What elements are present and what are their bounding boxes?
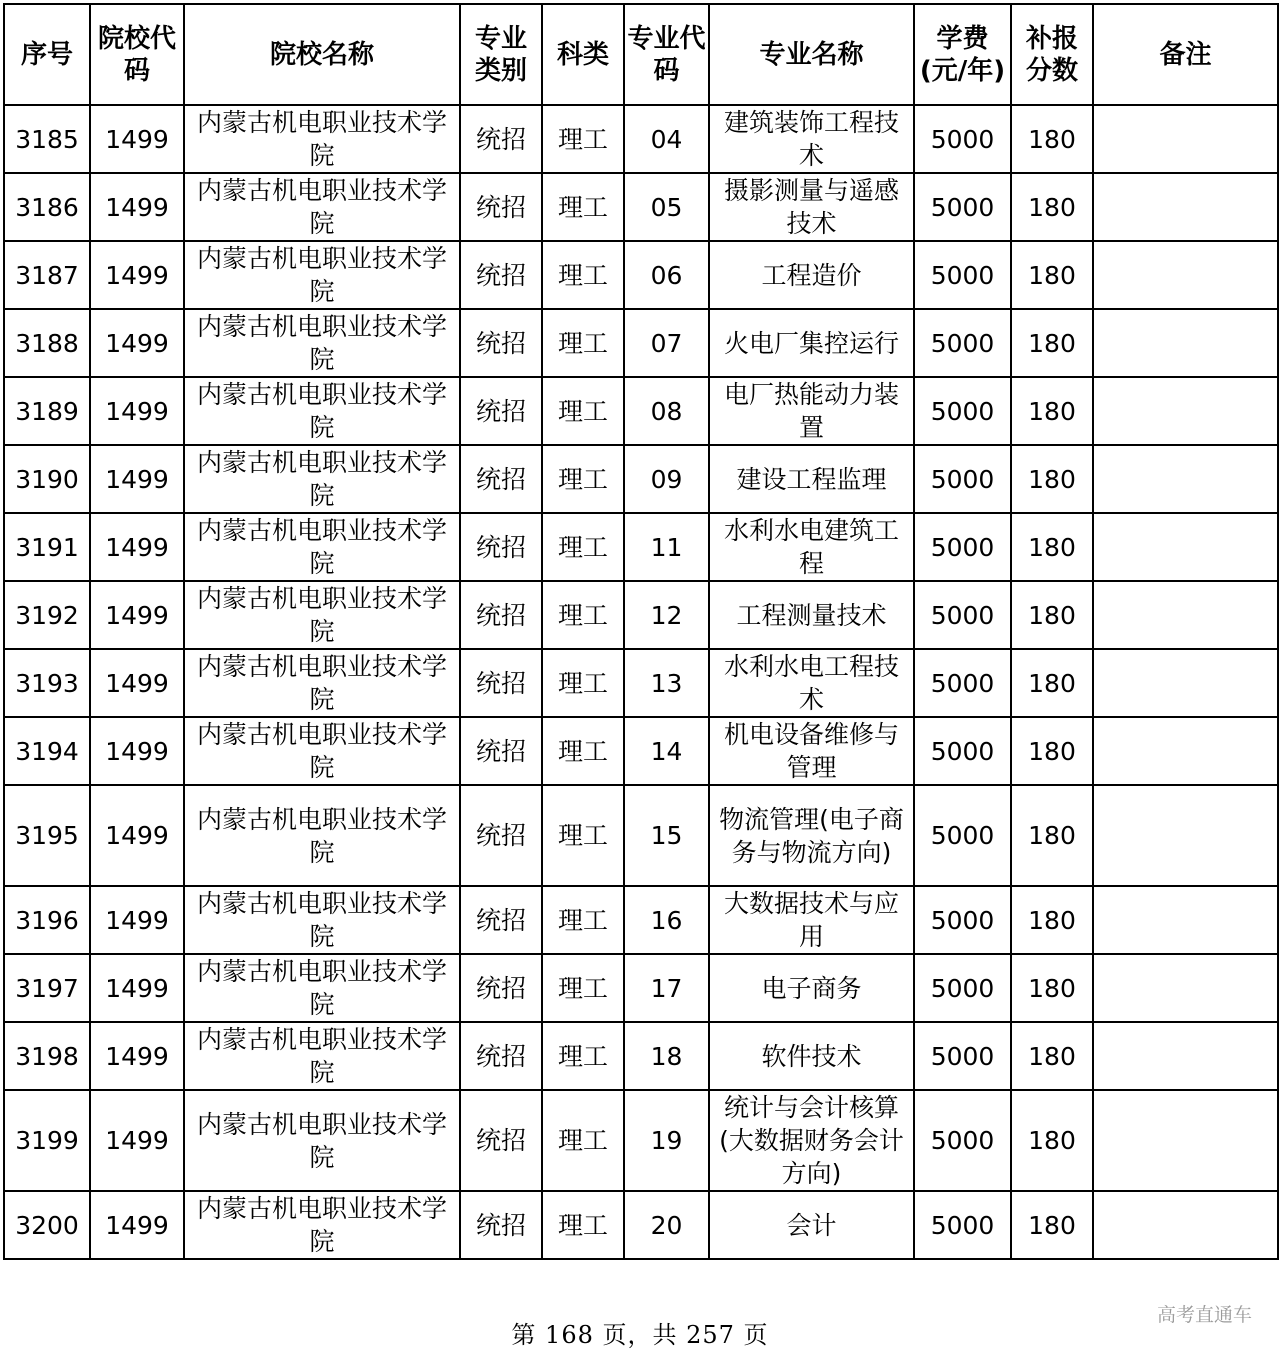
tuition-cell: 5000 <box>914 445 1011 513</box>
table-row <box>4 513 1278 581</box>
seq-cell: 3185 <box>4 105 90 173</box>
table-row <box>4 445 1278 513</box>
admission-table <box>3 3 1279 1260</box>
table-row <box>4 1022 1278 1090</box>
table-row <box>4 309 1278 377</box>
major-name-cell: 摄影测量与遥感技术 <box>709 173 914 241</box>
tuition-cell: 5000 <box>914 105 1011 173</box>
note-cell <box>1093 445 1278 513</box>
subject-cell: 理工 <box>542 377 624 445</box>
school-code-cell: 1499 <box>90 954 184 1022</box>
tuition-cell: 5000 <box>914 785 1011 886</box>
score-cell: 180 <box>1011 649 1093 717</box>
tuition-cell: 5000 <box>914 1090 1011 1191</box>
school-code-cell: 1499 <box>90 105 184 173</box>
category-cell: 统招 <box>460 173 542 241</box>
major-name-cell: 水利水电工程技术 <box>709 649 914 717</box>
score-cell: 180 <box>1011 1022 1093 1090</box>
category-cell: 统招 <box>460 1191 542 1259</box>
tuition-cell: 5000 <box>914 309 1011 377</box>
category-cell: 统招 <box>460 513 542 581</box>
subject-cell: 理工 <box>542 886 624 954</box>
table-row <box>4 581 1278 649</box>
seq-cell: 3186 <box>4 173 90 241</box>
score-cell: 180 <box>1011 309 1093 377</box>
major-code-cell: 09 <box>624 445 709 513</box>
school-name-cell: 内蒙古机电职业技术学院 <box>184 649 460 717</box>
school-name-cell: 内蒙古机电职业技术学院 <box>184 513 460 581</box>
school-code-cell: 1499 <box>90 649 184 717</box>
school-code-cell: 1499 <box>90 1090 184 1191</box>
table-row <box>4 1191 1278 1259</box>
major-code-cell: 04 <box>624 105 709 173</box>
seq-cell: 3194 <box>4 717 90 785</box>
major-code-cell: 14 <box>624 717 709 785</box>
score-cell: 180 <box>1011 785 1093 886</box>
table-body <box>4 105 1278 1259</box>
header-col-tuition: 学费(元/年) <box>914 4 1011 105</box>
subject-cell: 理工 <box>542 309 624 377</box>
school-code-cell: 1499 <box>90 717 184 785</box>
score-cell: 180 <box>1011 954 1093 1022</box>
note-cell <box>1093 1191 1278 1259</box>
table-row <box>4 1090 1278 1191</box>
school-code-cell: 1499 <box>90 377 184 445</box>
major-code-cell: 12 <box>624 581 709 649</box>
school-code-cell: 1499 <box>90 1191 184 1259</box>
category-cell: 统招 <box>460 1022 542 1090</box>
subject-cell: 理工 <box>542 649 624 717</box>
subject-cell: 理工 <box>542 173 624 241</box>
major-code-cell: 16 <box>624 886 709 954</box>
school-name-cell: 内蒙古机电职业技术学院 <box>184 785 460 886</box>
category-cell: 统招 <box>460 377 542 445</box>
category-cell: 统招 <box>460 649 542 717</box>
major-name-cell: 软件技术 <box>709 1022 914 1090</box>
major-code-cell: 17 <box>624 954 709 1022</box>
school-name-cell: 内蒙古机电职业技术学院 <box>184 309 460 377</box>
note-cell <box>1093 717 1278 785</box>
header-col-score: 补报分数 <box>1011 4 1093 105</box>
subject-cell: 理工 <box>542 1090 624 1191</box>
subject-cell: 理工 <box>542 445 624 513</box>
note-cell <box>1093 309 1278 377</box>
major-code-cell: 06 <box>624 241 709 309</box>
tuition-cell: 5000 <box>914 954 1011 1022</box>
subject-cell: 理工 <box>542 785 624 886</box>
school-name-cell: 内蒙古机电职业技术学院 <box>184 1090 460 1191</box>
major-name-cell: 工程造价 <box>709 241 914 309</box>
subject-cell: 理工 <box>542 513 624 581</box>
tuition-cell: 5000 <box>914 377 1011 445</box>
major-code-cell: 05 <box>624 173 709 241</box>
note-cell <box>1093 886 1278 954</box>
school-name-cell: 内蒙古机电职业技术学院 <box>184 954 460 1022</box>
score-cell: 180 <box>1011 241 1093 309</box>
school-name-cell: 内蒙古机电职业技术学院 <box>184 1022 460 1090</box>
score-cell: 180 <box>1011 377 1093 445</box>
category-cell: 统招 <box>460 954 542 1022</box>
header-col-school-name: 院校名称 <box>184 4 460 105</box>
major-code-cell: 13 <box>624 649 709 717</box>
header-col-subject: 科类 <box>542 4 624 105</box>
seq-cell: 3192 <box>4 581 90 649</box>
table-row <box>4 105 1278 173</box>
school-name-cell: 内蒙古机电职业技术学院 <box>184 445 460 513</box>
major-code-cell: 07 <box>624 309 709 377</box>
note-cell <box>1093 173 1278 241</box>
note-cell <box>1093 377 1278 445</box>
seq-cell: 3193 <box>4 649 90 717</box>
major-name-cell: 火电厂集控运行 <box>709 309 914 377</box>
school-name-cell: 内蒙古机电职业技术学院 <box>184 241 460 309</box>
note-cell <box>1093 581 1278 649</box>
note-cell <box>1093 785 1278 886</box>
score-cell: 180 <box>1011 445 1093 513</box>
major-code-cell: 20 <box>624 1191 709 1259</box>
note-cell <box>1093 1022 1278 1090</box>
header-col-major-code: 专业代码 <box>624 4 709 105</box>
school-name-cell: 内蒙古机电职业技术学院 <box>184 717 460 785</box>
seq-cell: 3199 <box>4 1090 90 1191</box>
seq-cell: 3187 <box>4 241 90 309</box>
major-code-cell: 11 <box>624 513 709 581</box>
school-code-cell: 1499 <box>90 445 184 513</box>
subject-cell: 理工 <box>542 954 624 1022</box>
tuition-cell: 5000 <box>914 1191 1011 1259</box>
school-name-cell: 内蒙古机电职业技术学院 <box>184 173 460 241</box>
school-name-cell: 内蒙古机电职业技术学院 <box>184 886 460 954</box>
major-code-cell: 08 <box>624 377 709 445</box>
seq-cell: 3195 <box>4 785 90 886</box>
table-row <box>4 717 1278 785</box>
tuition-cell: 5000 <box>914 241 1011 309</box>
category-cell: 统招 <box>460 1090 542 1191</box>
tuition-cell: 5000 <box>914 173 1011 241</box>
seq-cell: 3198 <box>4 1022 90 1090</box>
school-code-cell: 1499 <box>90 886 184 954</box>
seq-cell: 3188 <box>4 309 90 377</box>
header-col-seq: 序号 <box>4 4 90 105</box>
category-cell: 统招 <box>460 581 542 649</box>
seq-cell: 3190 <box>4 445 90 513</box>
major-name-cell: 电厂热能动力装置 <box>709 377 914 445</box>
major-name-cell: 大数据技术与应用 <box>709 886 914 954</box>
subject-cell: 理工 <box>542 1022 624 1090</box>
category-cell: 统招 <box>460 241 542 309</box>
tuition-cell: 5000 <box>914 1022 1011 1090</box>
note-cell <box>1093 105 1278 173</box>
category-cell: 统招 <box>460 717 542 785</box>
watermark: 高考直通车 <box>1156 1304 1252 1326</box>
school-name-cell: 内蒙古机电职业技术学院 <box>184 377 460 445</box>
seq-cell: 3196 <box>4 886 90 954</box>
seq-cell: 3197 <box>4 954 90 1022</box>
score-cell: 180 <box>1011 1191 1093 1259</box>
tuition-cell: 5000 <box>914 581 1011 649</box>
school-name-cell: 内蒙古机电职业技术学院 <box>184 105 460 173</box>
table-row <box>4 377 1278 445</box>
tuition-cell: 5000 <box>914 886 1011 954</box>
category-cell: 统招 <box>460 105 542 173</box>
table-row <box>4 241 1278 309</box>
school-code-cell: 1499 <box>90 1022 184 1090</box>
note-cell <box>1093 954 1278 1022</box>
major-name-cell: 水利水电建筑工程 <box>709 513 914 581</box>
subject-cell: 理工 <box>542 105 624 173</box>
subject-cell: 理工 <box>542 241 624 309</box>
major-name-cell: 物流管理(电子商务与物流方向) <box>709 785 914 886</box>
tuition-cell: 5000 <box>914 513 1011 581</box>
header-col-major-name: 专业名称 <box>709 4 914 105</box>
school-name-cell: 内蒙古机电职业技术学院 <box>184 1191 460 1259</box>
score-cell: 180 <box>1011 886 1093 954</box>
score-cell: 180 <box>1011 513 1093 581</box>
note-cell <box>1093 513 1278 581</box>
note-cell <box>1093 1090 1278 1191</box>
school-code-cell: 1499 <box>90 513 184 581</box>
school-code-cell: 1499 <box>90 309 184 377</box>
page-footer: 第 168 页，共 257 页 <box>511 1321 769 1349</box>
major-code-cell: 18 <box>624 1022 709 1090</box>
score-cell: 180 <box>1011 173 1093 241</box>
school-code-cell: 1499 <box>90 581 184 649</box>
subject-cell: 理工 <box>542 1191 624 1259</box>
table-row <box>4 954 1278 1022</box>
table-row <box>4 886 1278 954</box>
major-name-cell: 会计 <box>709 1191 914 1259</box>
school-name-cell: 内蒙古机电职业技术学院 <box>184 581 460 649</box>
major-name-cell: 电子商务 <box>709 954 914 1022</box>
school-code-cell: 1499 <box>90 241 184 309</box>
school-code-cell: 1499 <box>90 173 184 241</box>
category-cell: 统招 <box>460 785 542 886</box>
category-cell: 统招 <box>460 445 542 513</box>
tuition-cell: 5000 <box>914 717 1011 785</box>
note-cell <box>1093 241 1278 309</box>
category-cell: 统招 <box>460 309 542 377</box>
note-cell <box>1093 649 1278 717</box>
major-name-cell: 建设工程监理 <box>709 445 914 513</box>
header-col-note: 备注 <box>1093 4 1278 105</box>
header-col-school-code: 院校代码 <box>90 4 184 105</box>
table-row <box>4 173 1278 241</box>
subject-cell: 理工 <box>542 581 624 649</box>
header-col-category: 专业类别 <box>460 4 542 105</box>
score-cell: 180 <box>1011 105 1093 173</box>
table-row <box>4 649 1278 717</box>
seq-cell: 3200 <box>4 1191 90 1259</box>
score-cell: 180 <box>1011 581 1093 649</box>
major-name-cell: 机电设备维修与管理 <box>709 717 914 785</box>
score-cell: 180 <box>1011 717 1093 785</box>
table-row <box>4 785 1278 886</box>
major-code-cell: 19 <box>624 1090 709 1191</box>
table-header-row <box>4 4 1278 105</box>
seq-cell: 3189 <box>4 377 90 445</box>
major-name-cell: 工程测量技术 <box>709 581 914 649</box>
subject-cell: 理工 <box>542 717 624 785</box>
seq-cell: 3191 <box>4 513 90 581</box>
major-code-cell: 15 <box>624 785 709 886</box>
score-cell: 180 <box>1011 1090 1093 1191</box>
tuition-cell: 5000 <box>914 649 1011 717</box>
major-name-cell: 统计与会计核算(大数据财务会计方向) <box>709 1090 914 1191</box>
school-code-cell: 1499 <box>90 785 184 886</box>
category-cell: 统招 <box>460 886 542 954</box>
major-name-cell: 建筑装饰工程技术 <box>709 105 914 173</box>
